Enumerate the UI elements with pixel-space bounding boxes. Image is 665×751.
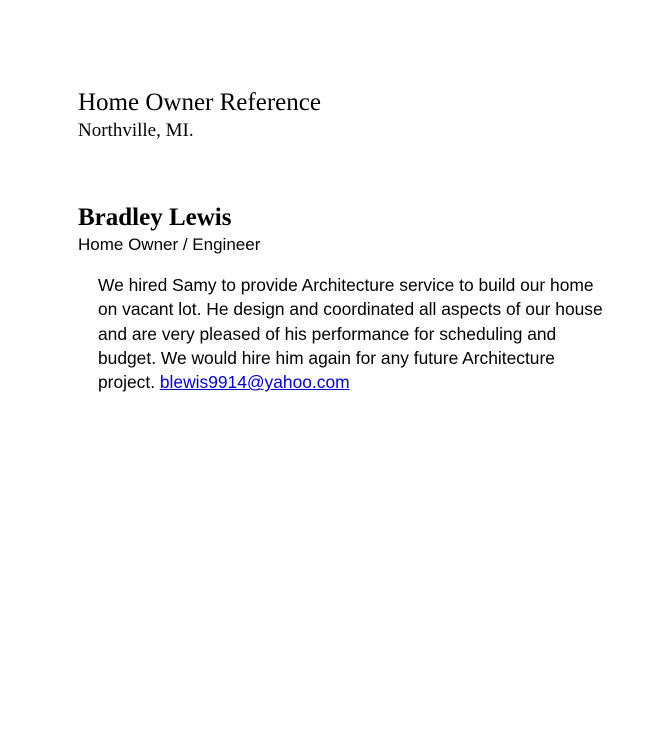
page-title: Home Owner Reference (78, 89, 321, 116)
location-text: Northville, MI. (78, 120, 194, 141)
reference-name: Bradley Lewis (78, 204, 232, 231)
reference-role: Home Owner / Engineer (78, 235, 261, 254)
testimonial-paragraph (98, 273, 608, 394)
email-link[interactable]: blewis9914@yahoo.com (159, 372, 350, 393)
testimonial-text: We hired Samy to provide Architecture service to build our home on vacant lot. He design and coordinated all aspects of our house and are very pleased of his performance for scheduling and budget. We would hire him again for any future Architecture project. (98, 275, 603, 393)
